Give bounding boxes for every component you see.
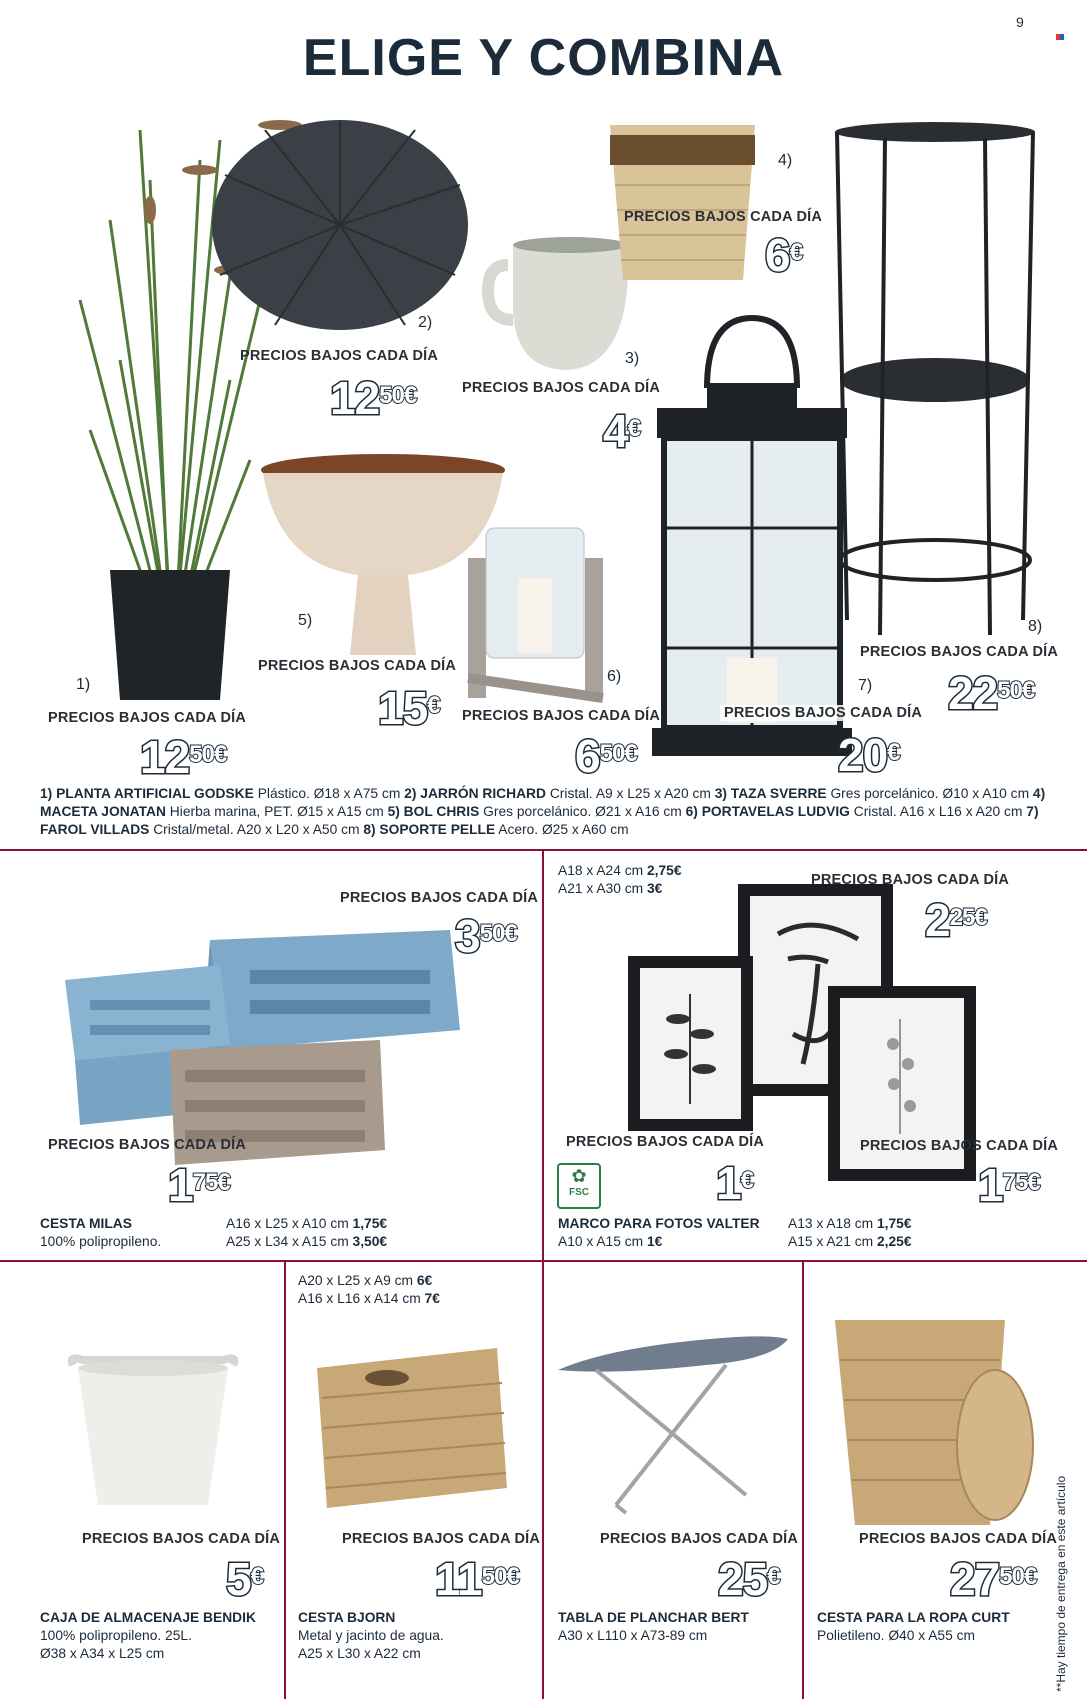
price-badge: PRECIOS BAJOS CADA DÍA bbox=[600, 1531, 799, 1547]
product-size: A13 x A18 cm 1,75€ bbox=[788, 1216, 912, 1231]
price-tag: 6€ bbox=[765, 229, 802, 281]
ironing-board-image bbox=[556, 1325, 791, 1515]
price-badge: PRECIOS BAJOS CADA DÍA bbox=[566, 1134, 765, 1150]
section-divider bbox=[802, 1262, 804, 1699]
basket-image bbox=[605, 115, 760, 290]
section-divider bbox=[284, 1262, 286, 1699]
stand-image bbox=[825, 120, 1045, 640]
product-material: 100% polipropileno. 25L. bbox=[40, 1628, 192, 1643]
product-name: CESTA MILAS bbox=[40, 1216, 132, 1231]
product-name: TABLA DE PLANCHAR BERT bbox=[558, 1610, 749, 1625]
product-size: A16 x L16 x A14 cm 7€ bbox=[298, 1291, 440, 1306]
product-number-2: 2) bbox=[418, 314, 433, 331]
product-number-4: 4) bbox=[778, 152, 793, 169]
price-badge: PRECIOS BAJOS CADA DÍA bbox=[342, 1531, 541, 1547]
price-badge: PRECIOS BAJOS CADA DÍA bbox=[240, 348, 439, 364]
section-divider bbox=[542, 1262, 544, 1699]
price-tag: $11^{50€}$ bbox=[435, 1553, 519, 1605]
fsc-logo-icon: ✿ FSC bbox=[557, 1163, 601, 1209]
product-size: A20 x L25 x A9 cm 6€ bbox=[298, 1273, 433, 1288]
product-number-8: 8) bbox=[1028, 618, 1043, 635]
tub-image bbox=[68, 1350, 238, 1510]
product-name: CESTA PARA LA ROPA CURT bbox=[817, 1610, 1010, 1625]
product-material: Metal y jacinto de agua. bbox=[298, 1628, 444, 1643]
product-size: A25 x L30 x A22 cm bbox=[298, 1646, 421, 1661]
lantern-image bbox=[652, 318, 852, 758]
price-tag: 5€ bbox=[226, 1553, 263, 1605]
page-number: 9 bbox=[1016, 14, 1024, 30]
price-badge: PRECIOS BAJOS CADA DÍA bbox=[462, 708, 661, 724]
product-number-1: 1) bbox=[76, 676, 91, 693]
price-tag: 25€ bbox=[718, 1553, 780, 1605]
product-size: A30 x L110 x A73-89 cm bbox=[558, 1628, 708, 1643]
product-size: A16 x L25 x A10 cm 1,75€ bbox=[226, 1216, 388, 1231]
price-badge: PRECIOS BAJOS CADA DÍA bbox=[624, 209, 823, 225]
laundry-basket-image bbox=[830, 1310, 1035, 1530]
price-tag: $22^{50€}$ bbox=[948, 667, 1035, 719]
price-badge: PRECIOS BAJOS CADA DÍA bbox=[720, 705, 926, 721]
price-tag: 1€ bbox=[716, 1157, 753, 1209]
price-tag: $3^{50€}$ bbox=[455, 910, 517, 962]
product-material: 100% polipropileno. bbox=[40, 1234, 162, 1249]
product-size: A18 x A24 cm 2,75€ bbox=[558, 863, 682, 878]
price-tag: $2^{25€}$ bbox=[925, 894, 987, 946]
product-size: A21 x A30 cm 3€ bbox=[558, 881, 663, 896]
price-tag: $12^{50€}$ bbox=[330, 372, 417, 424]
product-size: Polietileno. Ø40 x A55 cm bbox=[817, 1628, 975, 1643]
product-name: MARCO PARA FOTOS VALTER bbox=[558, 1216, 760, 1231]
product-size: A25 x L34 x A15 cm 3,50€ bbox=[226, 1234, 388, 1249]
product-size: Ø38 x A34 x L25 cm bbox=[40, 1646, 165, 1661]
price-tag: 15€ bbox=[378, 682, 440, 734]
price-badge: PRECIOS BAJOS CADA DÍA bbox=[462, 380, 661, 396]
delivery-note: **Hay tiempo de entrega en este artículo bbox=[1054, 1475, 1068, 1692]
product-name: CESTA BJORN bbox=[298, 1610, 396, 1625]
price-tag: $27^{50€}$ bbox=[950, 1553, 1037, 1605]
product-size: A15 x A21 cm 2,25€ bbox=[788, 1234, 912, 1249]
price-badge: PRECIOS BAJOS CADA DÍA bbox=[859, 1531, 1058, 1547]
price-tag: $1^{75€}$ bbox=[168, 1159, 230, 1211]
price-tag: 20€ bbox=[838, 729, 900, 781]
price-tag: $12^{50€}$ bbox=[140, 731, 227, 783]
price-badge: PRECIOS BAJOS CADA DÍA bbox=[48, 710, 247, 726]
product-number-3: 3) bbox=[625, 350, 640, 367]
product-number-7: 7) bbox=[858, 677, 873, 694]
price-badge: PRECIOS BAJOS CADA DÍA bbox=[340, 890, 539, 906]
price-badge: PRECIOS BAJOS CADA DÍA bbox=[48, 1137, 247, 1153]
top-products-description: 1) PLANTA ARTIFICIAL GODSKE Plástico. Ø18 x A75 cm 2) JARRÓN RICHARD Cristal. A9 x L25 x A20 cm 3) TAZA SVERRE Gres porcelánico. Ø10 x A10 cm 4) MACETA JONATAN Hierba marina, PET. Ø15 x A15 cm 5) BOL CHRIS Gres porcelánico. Ø21 x A16 cm 6) PORTAVELAS LUDVIG Cristal. A16 x L16 x A20 cm 7) FAROL VILLADS Cristal/metal. A20 x L20 x A50 cm 8) SOPORTE PELLE Acero. Ø25 x A60 cm bbox=[40, 786, 1046, 837]
product-number-6: 6) bbox=[607, 668, 622, 685]
price-badge: PRECIOS BAJOS CADA DÍA bbox=[860, 644, 1059, 660]
product-size: A10 x A15 cm 1€ bbox=[558, 1234, 663, 1249]
price-tag: $1^{75€}$ bbox=[978, 1159, 1040, 1211]
candle-holder-image bbox=[468, 528, 603, 703]
product-number-5: 5) bbox=[298, 612, 313, 629]
price-badge: PRECIOS BAJOS CADA DÍA bbox=[258, 658, 457, 674]
price-badge: PRECIOS BAJOS CADA DÍA bbox=[860, 1138, 1059, 1154]
page-title: ELIGE Y COMBINA bbox=[302, 29, 785, 87]
price-tag: 4€ bbox=[603, 405, 640, 457]
price-badge: PRECIOS BAJOS CADA DÍA bbox=[811, 872, 1010, 888]
price-badge: PRECIOS BAJOS CADA DÍA bbox=[82, 1531, 281, 1547]
section-divider bbox=[542, 851, 544, 1261]
vase-image bbox=[205, 115, 470, 335]
price-tag: $6^{50€}$ bbox=[575, 730, 637, 782]
product-name: CAJA DE ALMACENAJE BENDIK bbox=[40, 1610, 256, 1625]
wicker-box-image bbox=[312, 1338, 512, 1513]
